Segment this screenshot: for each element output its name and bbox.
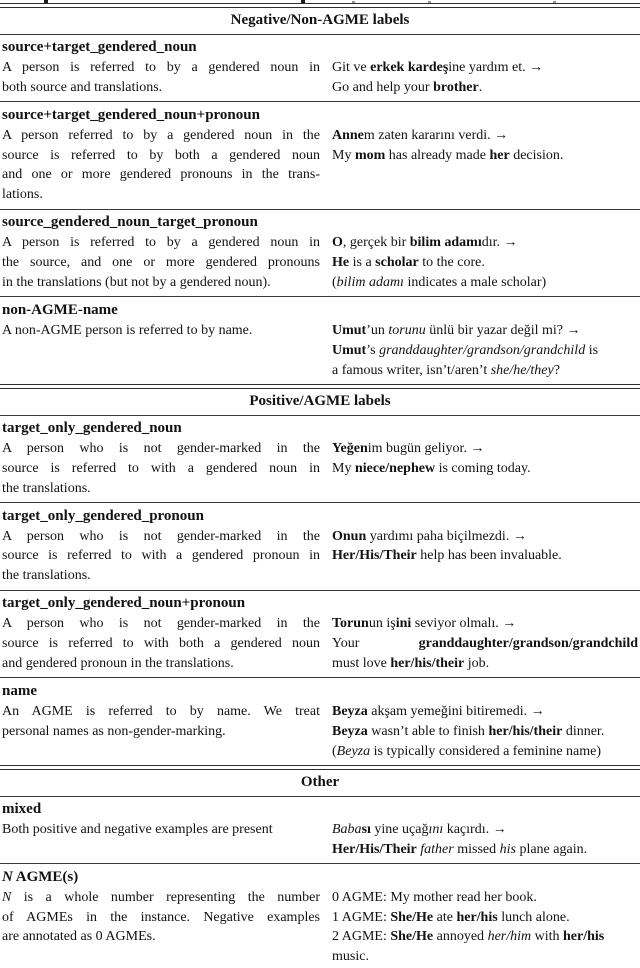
example-line — [332, 78, 638, 98]
text-segment: N — [2, 889, 12, 905]
text-segment: is coming today. — [435, 460, 531, 476]
text-segment: Torun — [332, 616, 369, 632]
description-line — [2, 58, 320, 78]
text-segment: her/his/their — [390, 655, 465, 671]
text-segment: A person is referred to by a gendered noun in — [2, 59, 320, 75]
row-columns — [2, 321, 638, 381]
section-header: Positive/AGME labels — [249, 392, 391, 409]
text-segment: kaçırdı. → — [443, 821, 507, 837]
row-description — [2, 702, 320, 762]
row-label — [2, 800, 638, 820]
text-segment: indicates a male scholar) — [403, 274, 547, 290]
row-examples — [332, 820, 638, 860]
text-segment: father — [420, 841, 454, 857]
table-row — [0, 591, 640, 678]
example-line — [332, 614, 638, 634]
text-segment: the source, and one or more gendered pronouns — [2, 255, 320, 271]
example-line — [332, 888, 638, 908]
description-line — [2, 527, 320, 547]
text-segment: has already made — [385, 147, 490, 163]
text-segment: music. — [332, 949, 369, 965]
text-segment: his — [499, 841, 516, 857]
description-line — [2, 820, 320, 840]
example-line — [332, 742, 638, 762]
description-line — [2, 614, 320, 634]
text-segment: source is referred to with both a gendered noun — [2, 636, 320, 652]
section-header: Other — [300, 773, 340, 790]
text-segment: ( — [332, 274, 337, 290]
clipped-caption-fragment — [553, 1, 556, 3]
text-segment: dinner. — [562, 723, 605, 739]
text-segment: non-AGME-name — [2, 301, 118, 318]
row-label — [2, 868, 638, 888]
text-segment: N — [2, 868, 13, 885]
table-row — [0, 678, 640, 765]
text-segment: m zaten kararını verdi. → — [363, 127, 509, 143]
text-segment: she/he/they — [490, 362, 554, 378]
text-segment: are annotated as 0 AGMEs. — [2, 929, 156, 945]
clipped-caption-fragment — [352, 1, 355, 3]
text-segment: target_only_gendered_pronoun — [2, 507, 204, 524]
text-segment: name — [2, 682, 37, 699]
row-columns — [2, 58, 638, 98]
clipped-caption-fragment — [428, 1, 431, 3]
row-examples — [332, 321, 638, 381]
description-line — [2, 908, 320, 928]
text-segment: Her/His/Their — [332, 841, 417, 857]
example-line — [332, 820, 638, 840]
text-segment: A person who is not gender-marked in the — [2, 528, 320, 544]
row-description — [2, 233, 320, 293]
row-description — [2, 888, 320, 968]
text-segment: her/his — [563, 929, 605, 945]
row-examples — [332, 58, 638, 98]
text-segment: un iş — [368, 616, 396, 632]
row-description — [2, 439, 320, 499]
description-line — [2, 233, 320, 253]
row-description — [2, 321, 320, 381]
example-line — [332, 840, 638, 860]
row-examples — [332, 888, 638, 968]
description-line — [2, 888, 320, 908]
text-segment: bilim adamı — [336, 274, 404, 290]
text-segment: A person who is not gender-marked in the — [2, 616, 320, 632]
description-line — [2, 439, 320, 459]
row-columns — [2, 233, 638, 293]
text-segment: both source and translations. — [2, 79, 163, 95]
text-segment: akşam yemeğini bitiremedi. → — [367, 703, 545, 719]
row-label — [2, 507, 638, 527]
text-segment: . — [478, 79, 483, 95]
text-segment: brother — [433, 79, 479, 95]
example-line — [332, 341, 638, 361]
text-segment: ünlü bir yazar değil mi? → — [425, 322, 581, 338]
row-examples — [332, 702, 638, 762]
example-line — [332, 527, 638, 547]
text-segment: sı — [361, 821, 371, 837]
text-segment: Beyza — [332, 703, 368, 719]
text-segment: her — [489, 147, 510, 163]
table-row — [0, 210, 640, 297]
row-label — [2, 213, 638, 233]
example-line — [332, 654, 638, 674]
text-segment: Umut — [332, 342, 367, 358]
description-line — [2, 321, 320, 341]
text-segment: annoyed — [433, 929, 488, 945]
example-line — [332, 722, 638, 742]
text-segment: source+target_gendered_noun — [2, 39, 197, 55]
text-segment: is a whole number representing the number — [11, 889, 320, 905]
clipped-caption — [0, 0, 640, 3]
text-segment: Onun — [332, 528, 367, 544]
text-segment: job. — [464, 655, 490, 671]
text-segment: Git ve — [332, 59, 371, 75]
text-segment: torunu — [388, 322, 426, 338]
text-segment: A person is referred to by a gendered noun in — [2, 235, 320, 251]
row-columns — [2, 439, 638, 499]
text-segment: Her/His/Their — [332, 548, 417, 564]
example-line — [332, 273, 638, 293]
table-row — [0, 864, 640, 968]
section-header: Negative/Non-AGME labels — [230, 11, 410, 28]
text-segment: yine uçağ — [370, 821, 429, 837]
text-segment: and one or more gendered pronouns in the trans- — [2, 167, 320, 183]
text-segment: Yeğen — [332, 440, 368, 456]
table-row — [0, 297, 640, 384]
row-columns — [2, 820, 638, 860]
description-line — [2, 165, 320, 185]
text-segment: lunch alone. — [497, 909, 570, 925]
text-segment: granddaughter/grandson/grandchild — [379, 342, 586, 358]
row-examples — [332, 527, 638, 587]
table-row — [0, 416, 640, 503]
text-segment: is — [585, 342, 599, 358]
row-label — [2, 106, 638, 126]
description-line — [2, 185, 320, 205]
row-columns — [2, 527, 638, 587]
text-segment: a famous writer, isn’t/aren’t — [332, 362, 491, 378]
text-segment: target_only_gendered_noun+pronoun — [2, 595, 246, 612]
description-line — [2, 546, 320, 566]
text-segment: 0 AGME: My mother read her book. — [332, 889, 537, 905]
text-segment: decision. — [509, 147, 564, 163]
row-label — [2, 682, 638, 702]
description-line — [2, 253, 320, 273]
example-line — [332, 927, 638, 947]
text-segment: is typically considered a feminine name) — [370, 743, 602, 759]
text-segment: lations. — [2, 187, 43, 203]
text-segment: source_gendered_noun_target_pronoun — [2, 214, 258, 231]
example-line — [332, 634, 638, 654]
text-segment: ’s — [366, 342, 380, 358]
text-segment: Beyza — [336, 743, 371, 759]
row-label — [2, 419, 638, 439]
row-label — [2, 301, 638, 321]
example-line — [332, 546, 638, 566]
text-segment: of AGMEs in the instance. Negative examples — [2, 909, 320, 925]
table-row — [0, 797, 640, 864]
text-segment: personal names as non-gender-marking. — [2, 723, 226, 739]
text-segment: My — [332, 147, 355, 163]
text-segment: Go and help your — [332, 79, 434, 95]
text-segment: He — [332, 255, 350, 271]
text-segment: A person referred to by a gendered noun in the — [2, 127, 320, 143]
description-line — [2, 479, 320, 499]
row-examples — [332, 439, 638, 499]
clipped-caption-fragment — [301, 0, 305, 3]
row-examples — [332, 126, 638, 206]
example-line — [332, 439, 638, 459]
row-columns — [2, 126, 638, 206]
text-segment: 1 AGME: — [332, 909, 391, 925]
text-segment: Anne — [332, 127, 364, 143]
row-description — [2, 527, 320, 587]
text-segment: her/his/their — [488, 723, 563, 739]
text-segment: is a — [349, 255, 376, 271]
row-description — [2, 614, 320, 674]
text-segment: A person who is not gender-marked in the — [2, 440, 320, 456]
text-segment: target_only_gendered_noun — [2, 420, 182, 436]
description-line — [2, 722, 320, 742]
text-segment: 2 AGME: — [332, 929, 391, 945]
text-segment: Baba — [332, 821, 362, 837]
row-columns — [2, 702, 638, 762]
example-line — [332, 459, 638, 479]
text-segment: wasn’t able to finish — [367, 723, 489, 739]
example-line — [332, 702, 638, 722]
text-segment: ? — [553, 362, 560, 378]
description-line — [2, 634, 320, 654]
text-segment: source is referred to with a gendered noun in — [2, 460, 320, 476]
description-line — [2, 566, 320, 586]
text-segment: Both positive and negative examples are present — [2, 821, 273, 837]
text-segment: Your — [332, 636, 419, 652]
clipped-caption-fragment — [44, 0, 48, 3]
text-segment: scholar — [375, 255, 419, 271]
example-line — [332, 58, 638, 78]
text-segment: bilim adamı — [409, 235, 482, 251]
table-row — [0, 35, 640, 102]
example-line — [332, 126, 638, 146]
text-segment: ( — [332, 743, 337, 759]
text-segment: erkek kardeş — [370, 59, 449, 75]
row-examples — [332, 614, 638, 674]
example-line — [332, 361, 638, 381]
text-segment: AGME(s) — [12, 868, 79, 885]
description-line — [2, 702, 320, 722]
text-segment: She/He — [390, 909, 434, 925]
text-segment: source is referred to by both a gendered noun — [2, 147, 320, 163]
text-segment: the translations. — [2, 480, 91, 496]
text-segment: ate — [433, 909, 457, 925]
text-segment: ını — [428, 821, 444, 837]
text-segment: her/him — [487, 929, 532, 945]
description-line — [2, 126, 320, 146]
table-row — [0, 503, 640, 590]
text-segment: with — [531, 929, 564, 945]
text-segment: her/his — [456, 909, 498, 925]
text-segment: im bugün geliyor. → — [367, 440, 485, 456]
text-segment: mixed — [2, 801, 42, 817]
text-segment: ’un — [366, 322, 389, 338]
row-columns — [2, 614, 638, 674]
text-segment: the translations. — [2, 568, 91, 584]
description-line — [2, 273, 320, 293]
example-line — [332, 146, 638, 166]
text-segment: Umut — [332, 322, 367, 338]
text-segment: niece/nephew — [354, 460, 436, 476]
row-columns — [2, 888, 638, 968]
text-segment: dır. → — [481, 235, 518, 251]
text-segment: My — [332, 460, 355, 476]
description-line — [2, 78, 320, 98]
row-examples — [332, 233, 638, 293]
description-line — [2, 459, 320, 479]
example-line — [332, 253, 638, 273]
text-segment: She/He — [390, 929, 434, 945]
text-segment: help has been invaluable. — [416, 548, 562, 564]
text-segment: A non-AGME person is referred to by name. — [2, 322, 253, 338]
row-description — [2, 820, 320, 860]
example-line — [332, 947, 638, 967]
row-label — [2, 38, 638, 58]
text-segment: to the core. — [418, 255, 485, 271]
example-line — [332, 321, 638, 341]
text-segment: ine yardım et. → — [448, 59, 544, 75]
text-segment: granddaughter/grandson/grandchild — [418, 636, 638, 652]
text-segment: seviyor olmalı. → — [411, 616, 517, 632]
text-segment: O — [332, 235, 343, 251]
table-row — [0, 102, 640, 209]
example-line — [332, 908, 638, 928]
description-line — [2, 927, 320, 947]
text-segment: in the translations (but not by a gendered noun). — [2, 274, 271, 290]
example-line — [332, 233, 638, 253]
text-segment: must love — [332, 655, 391, 671]
text-segment: Beyza — [332, 723, 368, 739]
description-line — [2, 146, 320, 166]
row-description — [2, 58, 320, 98]
row-description — [2, 126, 320, 206]
text-segment: source is referred to with a gendered pronoun in — [2, 548, 320, 564]
text-segment: mom — [354, 147, 386, 163]
text-segment: ini — [395, 616, 412, 632]
text-segment: plane again. — [515, 841, 588, 857]
text-segment: An AGME is referred to by name. We treat — [2, 703, 320, 719]
text-segment: missed — [453, 841, 500, 857]
agme-labels-table — [0, 3, 640, 968]
text-segment: , gerçek bir — [342, 235, 410, 251]
description-line — [2, 654, 320, 674]
text-segment: source+target_gendered_noun+pronoun — [2, 106, 260, 123]
row-label — [2, 594, 638, 614]
text-segment: and gendered pronoun in the translations. — [2, 655, 234, 671]
text-segment: yardımı paha biçilmezdi. → — [366, 528, 527, 544]
